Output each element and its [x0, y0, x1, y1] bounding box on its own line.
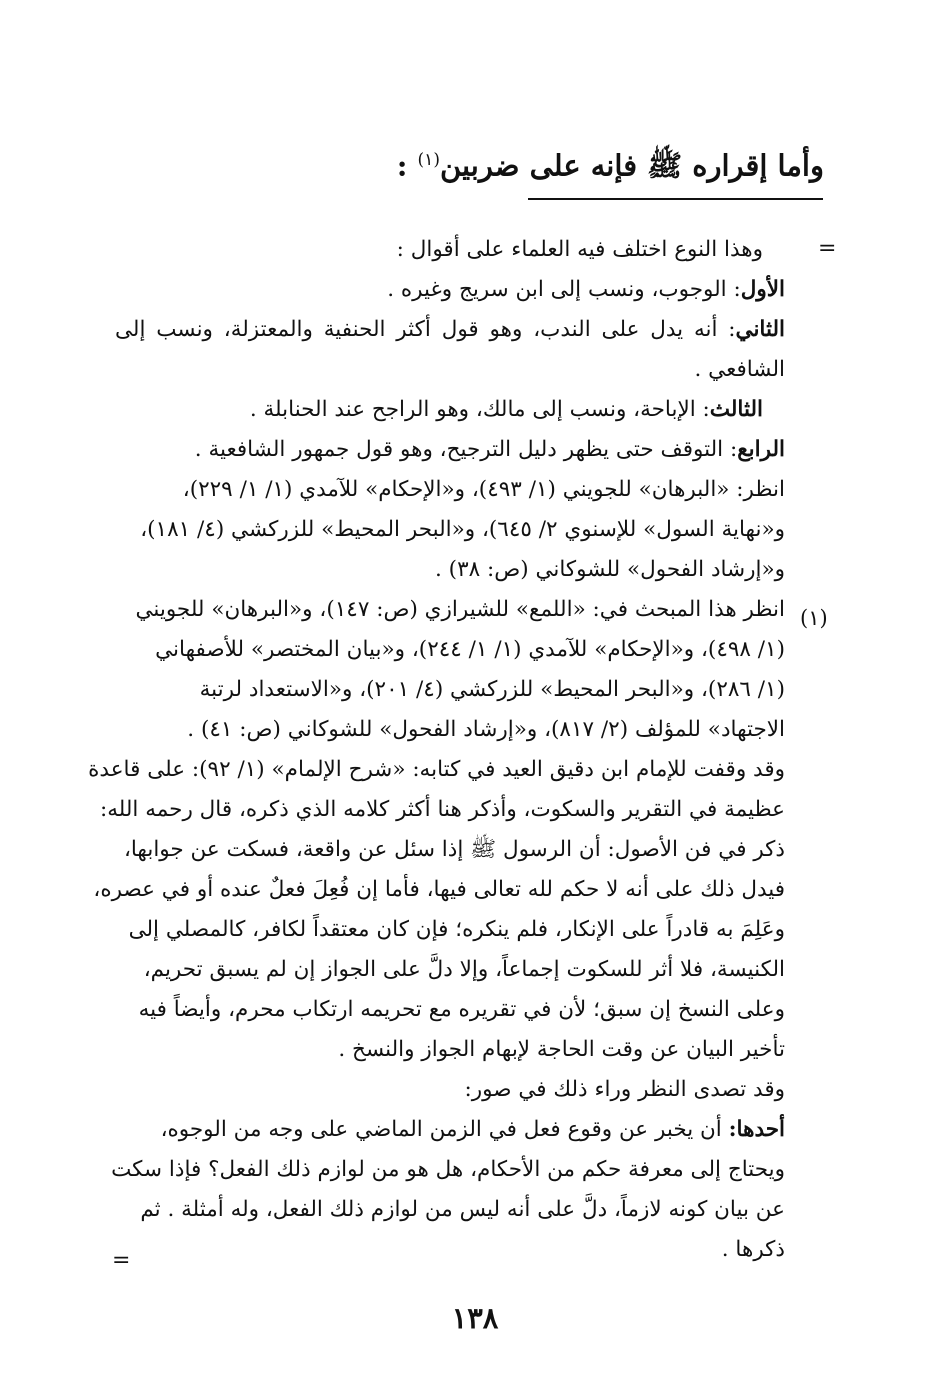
case-text: أن يخبر عن وقوع فعل في الزمن الماضي على وجه من الوجوه،	[160, 1117, 729, 1142]
footnote-separator-rule	[528, 198, 823, 200]
quote-line: وعلى النسخ إن سبق؛ لأن في تقريره مع تحريمه ارتكاب محرم، وأيضاً فيه	[138, 997, 785, 1022]
reference-line: و«نهاية السول» للإسنوي ٢/ ٦٤٥)، و«البحر المحيط» للزركشي (٤/ ١٨١)،	[140, 517, 785, 542]
continued-note-intro: وهذا النوع اختلف فيه العلماء على أقوال :	[396, 237, 763, 262]
case-label: أحدها:	[728, 1117, 785, 1142]
opinion-second	[115, 310, 785, 390]
opinion-text: : أنه يدل على الندب، وهو قول أكثر الحنفية والمعتزلة، ونسب إلى الشافعي .	[115, 317, 785, 382]
quote-line: فيدل ذلك على أنه لا حكم لله تعالى فيها، فأما إن فُعِلَ فعلٌ عنده أو في عصره،	[93, 877, 785, 902]
opinion-text: : الإباحة، ونسب إلى مالك، وهو الراجح عند الحنابلة .	[249, 397, 710, 422]
opinion-label: الثالث	[709, 397, 763, 422]
opinion-fourth	[115, 430, 785, 470]
heading-colon: :	[396, 148, 408, 183]
footnote-ref: (١)	[417, 150, 440, 170]
page-number: ١٣٨	[451, 1301, 499, 1335]
footnote-number: (١)	[800, 606, 828, 630]
reference-line: انظر: «البرهان» للجويني (١/ ٤٩٣)، و«الإحكام» للآمدي (١/ ١/ ٢٢٩)،	[182, 477, 785, 502]
footnote-1-line: الاجتهاد» للمؤلف (٢/ ٨١٧)، و«إرشاد الفحول» للشوكاني (ص: ٤١) .	[187, 717, 785, 742]
opinion-text: : الوجوب، ونسب إلى ابن سريج وغيره .	[387, 277, 741, 302]
opinion-label: الثاني	[735, 317, 785, 342]
continuation-mark-bottom: =	[112, 1248, 131, 1273]
footnote-1-line: انظر هذا المبحث في: «اللمع» للشيرازي (ص: ١٤٧)، و«البرهان» للجويني	[135, 597, 785, 622]
quote-line: ذكر في فن الأصول: أن الرسول ﷺ إذا سئل عن واقعة، فسكت عن جوابها،	[123, 837, 785, 862]
section-heading	[124, 138, 824, 188]
section-heading-text: وأما إقراره ﷺ فإنه على ضربين	[439, 148, 824, 183]
opinion-label: الرابع	[737, 437, 785, 462]
case-line-first	[115, 1110, 785, 1150]
opinion-first	[115, 270, 785, 310]
footnote-1-line: (١/ ٤٩٨)، و«الإحكام» للآمدي (١/ ١/ ٢٤٤)، و«بيان المختصر» للأصفهاني	[155, 637, 785, 662]
footnote-1-line: (١/ ٢٨٦)، و«البحر المحيط» للزركشي (٤/ ٢٠١)، و«الاستعداد لرتبة	[199, 677, 785, 702]
quote-line: وعَلِمَ به قادراً على الإنكار، فلم ينكره؛ فإن كان معتقداً لكافر، كالمصلي إلى	[128, 917, 785, 942]
reference-line: و«إرشاد الفحول» للشوكاني (ص: ٣٨) .	[435, 557, 785, 582]
quote-line: وقد تصدى النظر وراء ذلك في صور:	[464, 1077, 785, 1102]
quote-line: وقد وقفت للإمام ابن دقيق العيد في كتابه: «شرح الإلمام» (١/ ٩٢): على قاعدة	[88, 757, 785, 782]
case-line: ويحتاج إلى معرفة حكم من الأحكام، هل هو من لوازم ذلك الفعل؟ فإذا سكت	[111, 1157, 785, 1182]
opinion-text: : التوقف حتى يظهر دليل الترجيح، وهو قول جمهور الشافعية .	[194, 437, 738, 462]
case-line: ذكرها .	[721, 1237, 785, 1262]
opinion-third	[115, 390, 785, 430]
quote-line: تأخير البيان عن وقت الحاجة لإبهام الجواز والنسخ .	[338, 1037, 785, 1062]
case-line: عن بيان كونه لازماً، دلَّ على أنه ليس من لوازم ذلك الفعل، وله أمثلة . ثم	[140, 1197, 785, 1222]
continuation-mark-top: =	[818, 236, 837, 261]
quote-line: الكنيسة، فلا أثر للسكوت إجماعاً، وإلا دلَّ على الجواز إن لم يسبق تحريم،	[143, 957, 785, 982]
footnotes-area	[88, 230, 785, 1270]
opinion-label: الأول	[740, 277, 785, 302]
quote-line: عظيمة في التقرير والسكوت، وأذكر هنا أكثر كلامه الذي ذكره، قال رحمه الله:	[99, 797, 785, 822]
